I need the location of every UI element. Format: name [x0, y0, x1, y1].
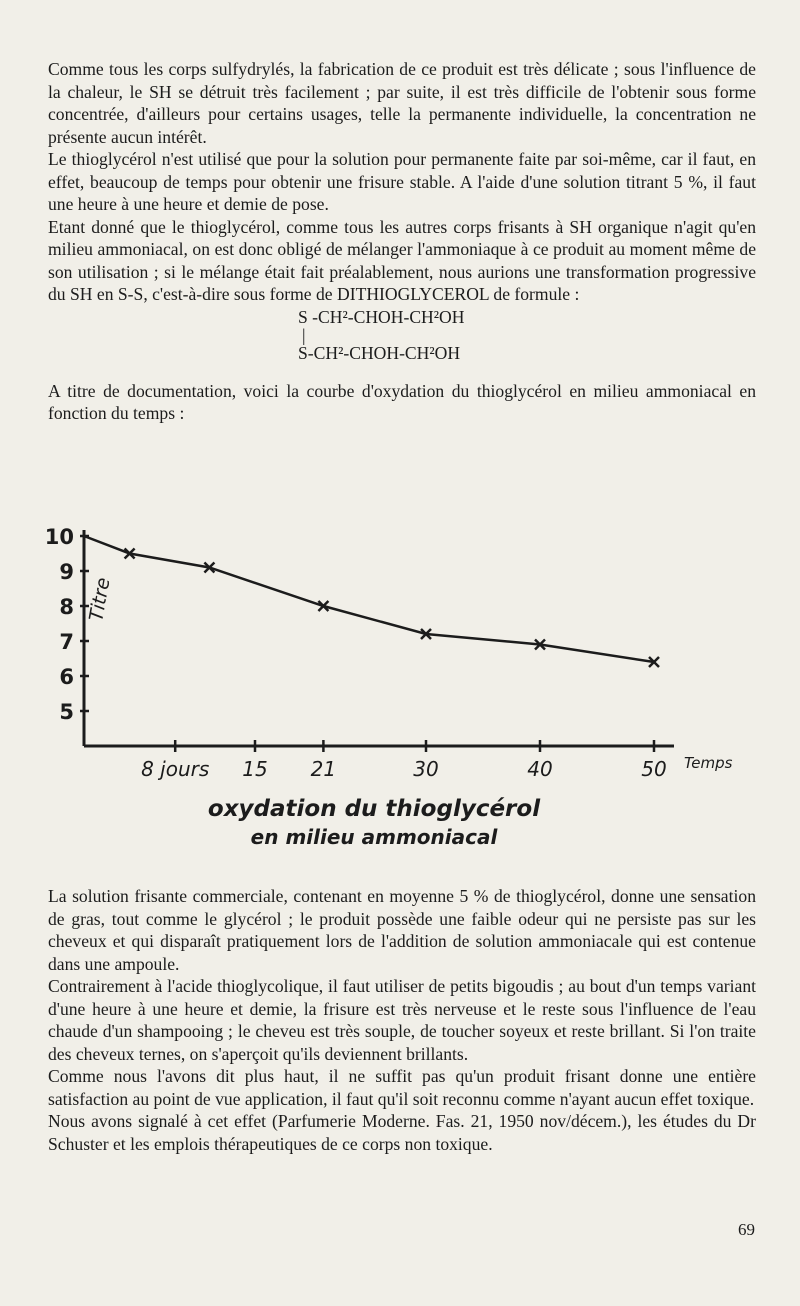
chart-subtitle: en milieu ammoniacal [250, 825, 498, 849]
y-tick-label: 9 [59, 560, 74, 584]
series-line [84, 536, 654, 662]
formula-bond: | [302, 324, 306, 345]
paragraph-4: La solution frisante commerciale, contenant en moyenne 5 % de thioglycérol, donne une sensation de gras, tout comme le glycérol ; le produit possède une faible odeur qui ne persiste pas sur les cheveux et qui disparaît pratiquement lors de l'addition de solution ammoniacale qui est contenue dans une ampoule. [48, 886, 756, 974]
chart-title: oxydation du thioglycérol [207, 796, 541, 822]
formula-line-1: S -CH²-CHOH-CH²OH [298, 306, 465, 327]
paragraph-2: Le thioglycérol n'est utilisé que pour la solution pour permanente faite par soi-même, car il faut, en effet, beaucoup de temps pour obtenir une frisure stable. A l'aide d'une solution titrant 5 %, il faut une heure à une heure et demie de pose. [48, 149, 756, 214]
top-text-block [48, 58, 756, 425]
x-tick-label: 30 [413, 757, 439, 781]
paragraph-7: Nous avons signalé à cet effet (Parfumerie Moderne. Fas. 21, 1950 nov/décem.), les études du Dr Schuster et les emplois thérapeutiques de ce corps non toxique. [48, 1111, 756, 1154]
x-tick-label: 15 [242, 757, 268, 781]
chart-intro: A titre de documentation, voici la courbe d'oxydation du thioglycérol en milieu ammoniacal en fonction du temps : [48, 380, 756, 423]
page-number: 69 [738, 1220, 755, 1239]
paragraph-5: Contrairement à l'acide thioglycolique, il faut utiliser de petits bigoudis ; au bout d'un temps variant d'une heure à une heure et demie, la frisure est très nerveuse et le reste sous l'influence de l'eau chaude d'un shampooing ; le cheveu est très souple, de toucher soyeux et reste brillant. Si l'on traite des cheveux ternes, on s'aperçoit qu'ils deviennent brillants. [48, 976, 756, 1064]
paragraph-1: Comme tous les corps sulfydrylés, la fabrication de ce produit est très délicate ; sous l'influence de la chaleur, le SH se détruit très facilement ; par suite, il est très difficile de l'obtenir sous forme concentrée, d'ailleurs pour certains usages, telle la permanente individuelle, la concentration ne présente aucun intérêt. [48, 59, 756, 147]
oxidation-chart [44, 524, 764, 854]
y-tick-label: 6 [59, 665, 74, 689]
paragraph-6: Comme nous l'avons dit plus haut, il ne suffit pas qu'un produit frisant donne une entière satisfaction au point de vue application, il faut qu'il soit reconnu comme n'ayant aucun effet toxique. [48, 1066, 756, 1109]
y-axis-label: Titre [85, 575, 115, 623]
paragraph-3: Etant donné que le thioglycérol, comme tous les autres corps frisants à SH organique n'agit qu'en milieu ammoniacal, on est donc obligé de mélanger l'ammoniaque à ce produit au moment même de son utilisation ; si le mélange était fait préalablement, nous aurions une transformation progressive du SH en S-S, c'est-à-dire sous forme de DITHIOGLYCEROL de formule : [48, 216, 756, 304]
bottom-text-block [48, 885, 756, 1155]
y-tick-label: 10 [44, 525, 74, 549]
chart-svg [44, 524, 764, 854]
x-tick-label: 40 [527, 757, 553, 781]
y-tick-label: 5 [59, 700, 74, 724]
y-tick-label: 8 [59, 595, 74, 619]
x-tick-label: 50 [641, 757, 667, 781]
dithioglycerol-formula [298, 306, 756, 364]
x-tick-label: 21 [310, 757, 337, 781]
formula-line-2: S-CH²-CHOH-CH²OH [298, 342, 461, 363]
x-tick-label: 8 jours [141, 757, 210, 781]
y-tick-label: 7 [59, 630, 74, 654]
x-axis-label: Temps [684, 754, 733, 772]
